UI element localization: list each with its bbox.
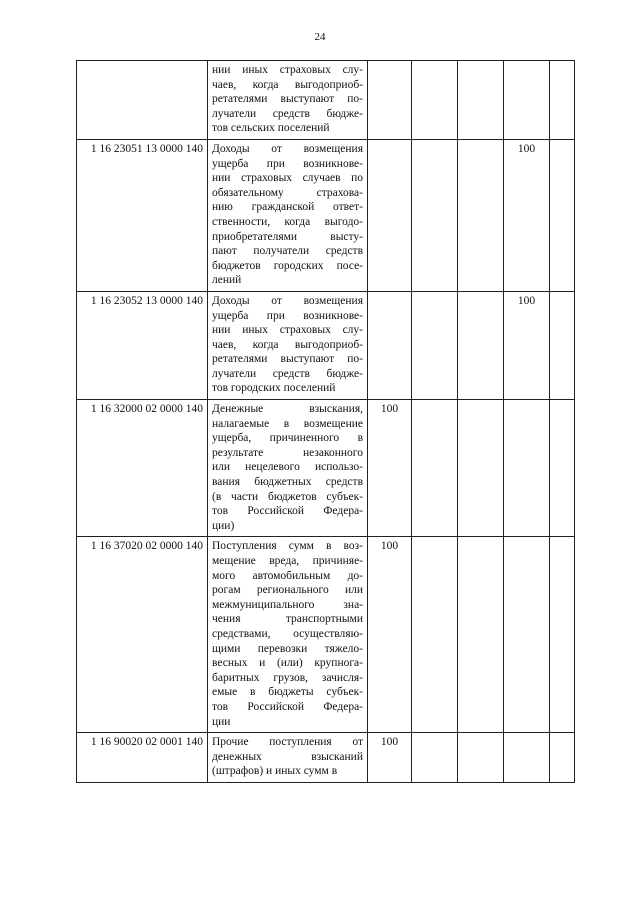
normative-percent-cell-c1 — [368, 61, 412, 140]
description-line: межмуниципального зна- — [212, 598, 363, 611]
normative-percent-cell-c2 — [412, 139, 458, 291]
description-line: ущерба при возникнове- — [212, 157, 363, 170]
description-line: нии иных страховых слу- — [212, 324, 363, 337]
revenue-description-cell — [208, 61, 368, 140]
description-line: (в части бюджетов субъек- — [212, 490, 363, 503]
normative-percent-cell-c5 — [550, 139, 575, 291]
budget-code-cell: 1 16 37020 02 0000 140 — [77, 537, 208, 733]
description-line: результате незаконного — [212, 446, 363, 459]
budget-code-cell: 1 16 23052 13 0000 140 — [77, 291, 208, 399]
description-line: баритных грузов, зачисля- — [212, 671, 363, 684]
description-line: лучатели средств бюдже- — [212, 367, 363, 380]
description-line: ретателями выступают по- — [212, 93, 363, 106]
normative-percent-cell-c1: 100 — [368, 537, 412, 733]
normative-percent-cell-c1 — [368, 139, 412, 291]
description-line: лучатели средств бюдже- — [212, 107, 363, 120]
normative-percent-cell-c3 — [458, 139, 504, 291]
normative-percent-cell-c4: 100 — [504, 139, 550, 291]
normative-percent-cell-c4 — [504, 61, 550, 140]
normative-percent-cell-c2 — [412, 733, 458, 783]
description-line: ции — [212, 715, 231, 728]
description-line: чения транспортными — [212, 613, 363, 626]
normative-percent-cell-c4 — [504, 400, 550, 537]
table-row — [77, 139, 575, 291]
description-line: или нецелевого использо- — [212, 461, 363, 474]
description-line: пают получатели средств — [212, 245, 363, 258]
normative-percent-cell-c5 — [550, 537, 575, 733]
revenue-description-cell — [208, 733, 368, 783]
description-line: нии страховых случаев по — [212, 172, 363, 185]
table-row — [77, 291, 575, 399]
normative-percent-cell-c2 — [412, 537, 458, 733]
description-line: весных и (или) крупнога- — [212, 657, 363, 670]
description-line: чаев, когда выгодоприоб- — [212, 78, 363, 91]
normative-percent-cell-c5 — [550, 291, 575, 399]
normative-percent-cell-c1: 100 — [368, 400, 412, 537]
description-line: ущерба при возникнове- — [212, 309, 363, 322]
normative-percent-cell-c5 — [550, 61, 575, 140]
revenue-description-cell — [208, 291, 368, 399]
budget-code-cell — [77, 61, 208, 140]
description-line: денежных взысканий — [212, 750, 363, 763]
description-line: нии иных страховых слу- — [212, 64, 363, 76]
normative-percent-cell-c5 — [550, 400, 575, 537]
normative-percent-cell-c3 — [458, 400, 504, 537]
description-line: мещение вреда, причиняе- — [212, 555, 363, 567]
description-line: налагаемые в возмещение — [212, 417, 363, 430]
revenue-description-cell — [208, 400, 368, 537]
description-line: щими перевозки тяжело- — [212, 642, 363, 655]
normative-percent-cell-c2 — [412, 291, 458, 399]
normative-percent-cell-c3 — [458, 291, 504, 399]
normative-percent-cell-c3 — [458, 537, 504, 733]
description-line: ретателями выступают по- — [212, 353, 363, 366]
description-line: Доходы от возмещения — [212, 294, 363, 307]
revenue-description-cell — [208, 139, 368, 291]
table-row — [77, 537, 575, 733]
page-number: 24 — [314, 31, 326, 43]
budget-code-cell: 1 16 23051 13 0000 140 — [77, 139, 208, 291]
description-line: тов Российской Федера- — [212, 700, 363, 713]
description-line: лений — [212, 274, 242, 287]
table-row — [77, 733, 575, 783]
revenue-description-cell — [208, 537, 368, 733]
normative-percent-cell-c4 — [504, 733, 550, 783]
budget-code-cell: 1 16 32000 02 0000 140 — [77, 400, 208, 537]
normative-percent-cell-c1: 100 — [368, 733, 412, 783]
description-line: ственности, когда выгодо- — [212, 215, 363, 228]
description-line: ущерба, причиненного в — [212, 432, 363, 445]
normative-percent-cell-c2 — [412, 400, 458, 537]
description-line: чаев, когда выгодоприоб- — [212, 338, 363, 351]
description-line: тов сельских поселений — [212, 122, 330, 135]
description-line: вания бюджетных средств — [212, 476, 363, 489]
normative-percent-cell-c3 — [458, 61, 504, 140]
description-line: ции) — [212, 519, 235, 532]
description-line: Прочие поступления от — [212, 736, 363, 749]
description-line: нию гражданской ответ- — [212, 201, 363, 214]
description-line: обязательному страхова- — [212, 186, 363, 199]
budget-code-cell: 1 16 90020 02 0001 140 — [77, 733, 208, 783]
description-line: емые в бюджеты субъек- — [212, 686, 363, 699]
budget-revenue-table — [76, 60, 575, 783]
normative-percent-cell-c2 — [412, 61, 458, 140]
description-line: тов городских поселений — [212, 382, 336, 395]
description-line: приобретателями высту- — [212, 230, 363, 243]
table-row — [77, 400, 575, 537]
normative-percent-cell-c4: 100 — [504, 291, 550, 399]
description-line: (штрафов) и иных сумм в — [212, 765, 338, 778]
description-line: рогам регионального или — [212, 584, 363, 597]
description-line: Доходы от возмещения — [212, 142, 363, 155]
description-line: бюджетов городских посе- — [212, 259, 363, 272]
table-body — [77, 61, 575, 783]
normative-percent-cell-c5 — [550, 733, 575, 783]
description-line: Денежные взыскания, — [212, 403, 363, 416]
normative-percent-cell-c1 — [368, 291, 412, 399]
normative-percent-cell-c4 — [504, 537, 550, 733]
description-line: тов Российской Федера- — [212, 505, 363, 518]
normative-percent-cell-c3 — [458, 733, 504, 783]
table-row — [77, 61, 575, 140]
description-line: Поступления сумм в воз- — [212, 540, 363, 553]
description-line: средствами, осуществляю- — [212, 627, 363, 640]
description-line: мого автомобильным до- — [212, 569, 363, 582]
